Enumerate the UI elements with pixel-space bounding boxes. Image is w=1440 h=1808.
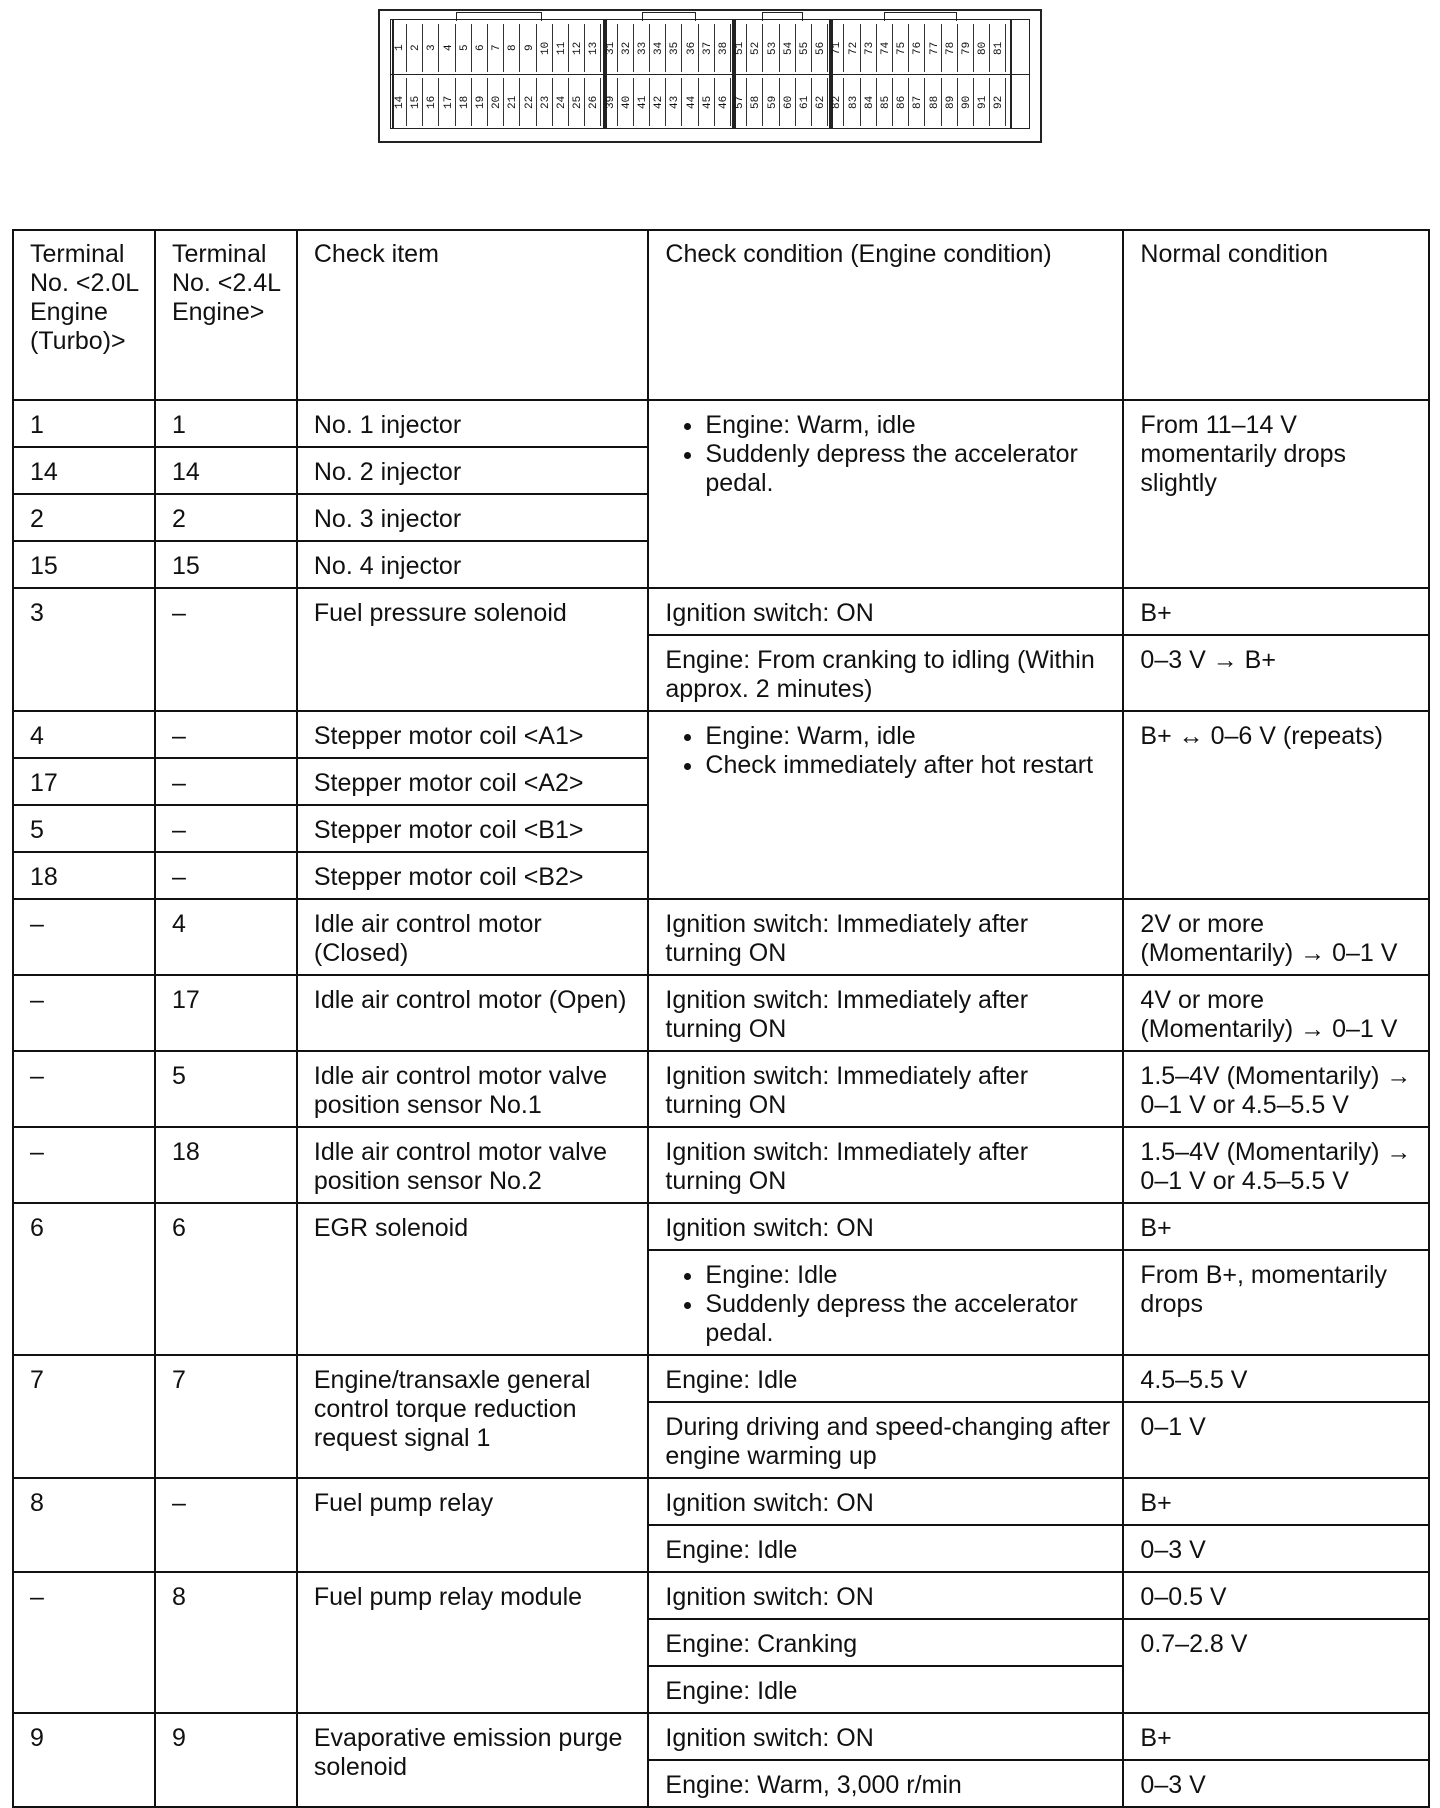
cell-terminal-2-4l: 9 xyxy=(155,1713,297,1807)
cell-normal-condition: 0–0.5 V xyxy=(1123,1572,1429,1619)
cell-check-item: Stepper motor coil <B2> xyxy=(297,852,649,899)
cell-terminal-2-0l: 6 xyxy=(13,1203,155,1355)
cell-check-item: Fuel pump relay xyxy=(297,1478,649,1572)
cell-normal-condition: B+ xyxy=(1123,1478,1429,1525)
connector-pin-top: 79 xyxy=(960,24,974,72)
connector-pin-top: 76 xyxy=(911,24,925,72)
cell-normal-condition: 0–3 V xyxy=(1123,1525,1429,1572)
cell-normal-condition: B+ ↔ 0–6 V (repeats) xyxy=(1123,711,1429,899)
cell-terminal-2-0l: 7 xyxy=(13,1355,155,1478)
cell-normal-condition: 1.5–4V (Momentarily) → 0–1 V or 4.5–5.5 V xyxy=(1123,1127,1429,1203)
cell-terminal-2-0l: – xyxy=(13,899,155,975)
cell-terminal-2-4l: – xyxy=(155,758,297,805)
connector-pin-bottom: 16 xyxy=(425,78,439,126)
cell-terminal-2-4l: – xyxy=(155,711,297,758)
connector-pin-top: 4 xyxy=(442,24,456,72)
cell-terminal-2-0l: 2 xyxy=(13,494,155,541)
cell-terminal-2-4l: – xyxy=(155,1478,297,1572)
table-row xyxy=(13,975,1429,1051)
cell-terminal-2-4l: 5 xyxy=(155,1051,297,1127)
connector-pin-bottom: 57 xyxy=(733,78,747,126)
connector-pin-bottom: 21 xyxy=(506,78,520,126)
connector-pin-bottom: 40 xyxy=(620,78,634,126)
cell-check-item: EGR solenoid xyxy=(297,1203,649,1355)
connector-pin-top: 54 xyxy=(782,24,796,72)
cell-normal-condition: From 11–14 V momentarily drops slightly xyxy=(1123,400,1429,588)
cell-terminal-2-0l: 9 xyxy=(13,1713,155,1807)
condition-bullet: • Engine: Idle xyxy=(705,1261,1110,1290)
table-row xyxy=(13,1051,1429,1127)
cell-terminal-2-0l: 17 xyxy=(13,758,155,805)
connector-pin-bottom: 87 xyxy=(911,78,925,126)
connector-pin-bottom: 59 xyxy=(766,78,780,126)
cell-normal-condition: 2V or more (Momentarily) → 0–1 V xyxy=(1123,899,1429,975)
connector-pin-top: 6 xyxy=(474,24,488,72)
cell-check-condition: Ignition switch: Immediately after turning ON xyxy=(648,975,1123,1051)
cell-normal-condition: 4.5–5.5 V xyxy=(1123,1355,1429,1402)
connector-pin-top: 36 xyxy=(685,24,699,72)
connector-pin-bottom: 43 xyxy=(668,78,682,126)
connector-pin-bottom: 88 xyxy=(928,78,942,126)
cell-terminal-2-0l: 8 xyxy=(13,1478,155,1572)
connector-pin-top: 9 xyxy=(523,24,537,72)
cell-normal-condition: B+ xyxy=(1123,588,1429,635)
connector-pin-bottom: 19 xyxy=(474,78,488,126)
connector-pin-bottom: 90 xyxy=(960,78,974,126)
cell-terminal-2-0l: 1 xyxy=(13,400,155,447)
cell-check-condition: Ignition switch: ON xyxy=(648,1572,1123,1619)
cell-check-item: Idle air control motor (Closed) xyxy=(297,899,649,975)
connector-latch-tab xyxy=(762,12,803,21)
cell-terminal-2-0l: 14 xyxy=(13,447,155,494)
table-row xyxy=(13,1478,1429,1525)
connector-pin-top: 7 xyxy=(490,24,504,72)
connector-pin-top: 80 xyxy=(976,24,990,72)
cell-check-condition xyxy=(648,1250,1123,1355)
connector-pin-bottom: 20 xyxy=(490,78,504,126)
cell-check-condition: Engine: From cranking to idling (Within approx. 2 minutes) xyxy=(648,635,1123,711)
table-row xyxy=(13,1713,1429,1760)
table-row xyxy=(13,588,1429,635)
cell-check-item: Idle air control motor (Open) xyxy=(297,975,649,1051)
connector-pin-top: 38 xyxy=(717,24,731,72)
connector-pin-bottom: 25 xyxy=(571,78,585,126)
connector-pin-top: 11 xyxy=(555,24,569,72)
connector-pin-top: 77 xyxy=(928,24,942,72)
cell-normal-condition: 0–3 V xyxy=(1123,1760,1429,1807)
table-row xyxy=(13,1355,1429,1402)
table-row xyxy=(13,899,1429,975)
header-terminal-2-0l: Terminal No. <2.0L Engine (Turbo)> xyxy=(13,230,155,400)
header-terminal-2-4l: Terminal No. <2.4L Engine> xyxy=(155,230,297,400)
connector-pin-top: 10 xyxy=(539,24,553,72)
cell-check-condition xyxy=(648,400,1123,588)
cell-check-item: Stepper motor coil <B1> xyxy=(297,805,649,852)
connector-pin-bottom: 23 xyxy=(539,78,553,126)
connector-pin-bottom: 15 xyxy=(409,78,423,126)
connector-pin-top: 13 xyxy=(587,24,601,72)
cell-terminal-2-0l: – xyxy=(13,975,155,1051)
connector-pin-bottom: 89 xyxy=(944,78,958,126)
connector-pin-bottom: 83 xyxy=(847,78,861,126)
cell-check-item: Idle air control motor valve position sensor No.2 xyxy=(297,1127,649,1203)
cell-check-item: Fuel pressure solenoid xyxy=(297,588,649,711)
cell-terminal-2-4l: – xyxy=(155,852,297,899)
connector-pin-top: 52 xyxy=(749,24,763,72)
connector-pin-bottom: 82 xyxy=(830,78,844,126)
terminal-check-table xyxy=(12,229,1430,1808)
condition-list xyxy=(665,411,1110,498)
cell-terminal-2-0l: 4 xyxy=(13,711,155,758)
cell-terminal-2-4l: 18 xyxy=(155,1127,297,1203)
cell-terminal-2-4l: 8 xyxy=(155,1572,297,1713)
connector-pin-top: 74 xyxy=(879,24,893,72)
cell-terminal-2-4l: 17 xyxy=(155,975,297,1051)
condition-list xyxy=(665,1261,1110,1348)
cell-check-item: Engine/transaxle general control torque reduction request signal 1 xyxy=(297,1355,649,1478)
connector-latch-tab xyxy=(884,12,957,21)
cell-terminal-2-4l: 4 xyxy=(155,899,297,975)
cell-check-condition: Ignition switch: Immediately after turning ON xyxy=(648,1127,1123,1203)
connector-pin-bottom: 58 xyxy=(749,78,763,126)
cell-terminal-2-4l: 15 xyxy=(155,541,297,588)
condition-bullet: • Check immediately after hot restart xyxy=(705,751,1110,780)
connector-pin-bottom: 18 xyxy=(458,78,472,126)
cell-check-condition: Ignition switch: Immediately after turning ON xyxy=(648,899,1123,975)
condition-bullet: • Suddenly depress the accelerator pedal. xyxy=(705,440,1110,498)
connector-pin-top: 81 xyxy=(992,24,1006,72)
condition-bullet: • Suddenly depress the accelerator pedal. xyxy=(705,1290,1110,1348)
cell-terminal-2-0l: – xyxy=(13,1572,155,1713)
connector-pin-bottom: 60 xyxy=(782,78,796,126)
cell-check-condition: Engine: Cranking xyxy=(648,1619,1123,1666)
condition-list xyxy=(665,722,1110,780)
cell-check-item: No. 4 injector xyxy=(297,541,649,588)
connector-pin-top: 71 xyxy=(830,24,844,72)
condition-bullet: • Engine: Warm, idle xyxy=(705,411,1110,440)
connector-pin-bottom: 92 xyxy=(992,78,1006,126)
connector-latch-tab xyxy=(456,12,542,21)
connector-pin-field xyxy=(390,19,1030,129)
connector-pin-top: 51 xyxy=(733,24,747,72)
cell-normal-condition: B+ xyxy=(1123,1203,1429,1250)
cell-terminal-2-0l: 18 xyxy=(13,852,155,899)
connector-pin-top: 72 xyxy=(847,24,861,72)
connector-pin-top: 55 xyxy=(798,24,812,72)
cell-check-condition: Ignition switch: ON xyxy=(648,588,1123,635)
cell-terminal-2-0l: 5 xyxy=(13,805,155,852)
cell-normal-condition: 4V or more (Momentarily) → 0–1 V xyxy=(1123,975,1429,1051)
connector-pin-top: 1 xyxy=(393,24,407,72)
header-check-condition: Check condition (Engine condition) xyxy=(648,230,1123,400)
cell-check-condition: Ignition switch: ON xyxy=(648,1478,1123,1525)
connector-pin-bottom: 44 xyxy=(685,78,699,126)
connector-pin-top: 8 xyxy=(506,24,520,72)
connector-pin-bottom: 91 xyxy=(976,78,990,126)
cell-check-item: No. 2 injector xyxy=(297,447,649,494)
connector-pin-bottom: 39 xyxy=(604,78,618,126)
cell-terminal-2-4l: 1 xyxy=(155,400,297,447)
connector-pin-bottom: 85 xyxy=(879,78,893,126)
cell-check-condition: Engine: Idle xyxy=(648,1355,1123,1402)
cell-terminal-2-0l: – xyxy=(13,1127,155,1203)
table-row xyxy=(13,711,1429,758)
cell-check-condition: Ignition switch: Immediately after turning ON xyxy=(648,1051,1123,1127)
connector-pin-bottom: 24 xyxy=(555,78,569,126)
cell-terminal-2-4l: 7 xyxy=(155,1355,297,1478)
cell-check-item: Fuel pump relay module xyxy=(297,1572,649,1713)
cell-check-item: Stepper motor coil <A1> xyxy=(297,711,649,758)
connector-pin-top: 2 xyxy=(409,24,423,72)
cell-terminal-2-4l: – xyxy=(155,588,297,711)
connector-pin-top: 33 xyxy=(636,24,650,72)
cell-check-condition xyxy=(648,711,1123,899)
cell-check-condition: During driving and speed-changing after engine warming up xyxy=(648,1402,1123,1478)
table-header-row xyxy=(13,230,1429,400)
cell-terminal-2-0l: 15 xyxy=(13,541,155,588)
cell-check-item: No. 3 injector xyxy=(297,494,649,541)
connector-pin-bottom: 42 xyxy=(652,78,666,126)
connector-pin-bottom: 22 xyxy=(523,78,537,126)
connector-pin-top: 12 xyxy=(571,24,585,72)
connector-pin-bottom: 45 xyxy=(701,78,715,126)
connector-pin-bottom: 17 xyxy=(442,78,456,126)
cell-terminal-2-4l: 2 xyxy=(155,494,297,541)
connector-pin-top: 37 xyxy=(701,24,715,72)
cell-check-item: Idle air control motor valve position sensor No.1 xyxy=(297,1051,649,1127)
cell-normal-condition: B+ xyxy=(1123,1713,1429,1760)
cell-normal-condition: 1.5–4V (Momentarily) → 0–1 V or 4.5–5.5 V xyxy=(1123,1051,1429,1127)
connector-pin-top: 31 xyxy=(604,24,618,72)
cell-check-item: No. 1 injector xyxy=(297,400,649,447)
cell-terminal-2-4l: 6 xyxy=(155,1203,297,1355)
cell-check-item: Stepper motor coil <A2> xyxy=(297,758,649,805)
connector-pin-top: 73 xyxy=(863,24,877,72)
connector-pin-bottom: 46 xyxy=(717,78,731,126)
table-row xyxy=(13,1203,1429,1250)
connector-pin-top: 34 xyxy=(652,24,666,72)
cell-check-condition: Engine: Idle xyxy=(648,1525,1123,1572)
connector-pin-top: 5 xyxy=(458,24,472,72)
connector-pin-bottom: 84 xyxy=(863,78,877,126)
connector-pin-top: 3 xyxy=(425,24,439,72)
connector-pin-top: 56 xyxy=(814,24,828,72)
connector-pin-bottom: 61 xyxy=(798,78,812,126)
cell-normal-condition: From B+, momentarily drops xyxy=(1123,1250,1429,1355)
cell-check-condition: Ignition switch: ON xyxy=(648,1203,1123,1250)
connector-pin-top: 35 xyxy=(668,24,682,72)
connector-pin-bottom: 26 xyxy=(587,78,601,126)
connector-latch-tab xyxy=(642,12,696,21)
connector-pin-top: 78 xyxy=(944,24,958,72)
cell-check-item: Evaporative emission purge solenoid xyxy=(297,1713,649,1807)
cell-terminal-2-0l: 3 xyxy=(13,588,155,711)
connector-pin-bottom: 41 xyxy=(636,78,650,126)
connector-pin-top: 53 xyxy=(766,24,780,72)
condition-bullet: • Engine: Warm, idle xyxy=(705,722,1110,751)
cell-check-condition: Ignition switch: ON xyxy=(648,1713,1123,1760)
cell-normal-condition: 0–3 V → B+ xyxy=(1123,635,1429,711)
header-normal-condition: Normal condition xyxy=(1123,230,1429,400)
cell-terminal-2-0l: – xyxy=(13,1051,155,1127)
connector-pin-bottom: 62 xyxy=(814,78,828,126)
cell-normal-condition: 0–1 V xyxy=(1123,1402,1429,1478)
cell-normal-condition: 0.7–2.8 V xyxy=(1123,1619,1429,1713)
table-row xyxy=(13,400,1429,447)
table-row xyxy=(13,1572,1429,1619)
connector-pin-bottom: 14 xyxy=(393,78,407,126)
cell-terminal-2-4l: – xyxy=(155,805,297,852)
cell-terminal-2-4l: 14 xyxy=(155,447,297,494)
connector-pin-top: 32 xyxy=(620,24,634,72)
cell-check-condition: Engine: Idle xyxy=(648,1666,1123,1713)
table-row xyxy=(13,1127,1429,1203)
connector-pin-bottom: 86 xyxy=(895,78,909,126)
cell-check-condition: Engine: Warm, 3,000 r/min xyxy=(648,1760,1123,1807)
connector-pin-top: 75 xyxy=(895,24,909,72)
header-check-item: Check item xyxy=(297,230,649,400)
ecm-connector-diagram xyxy=(378,9,1042,143)
